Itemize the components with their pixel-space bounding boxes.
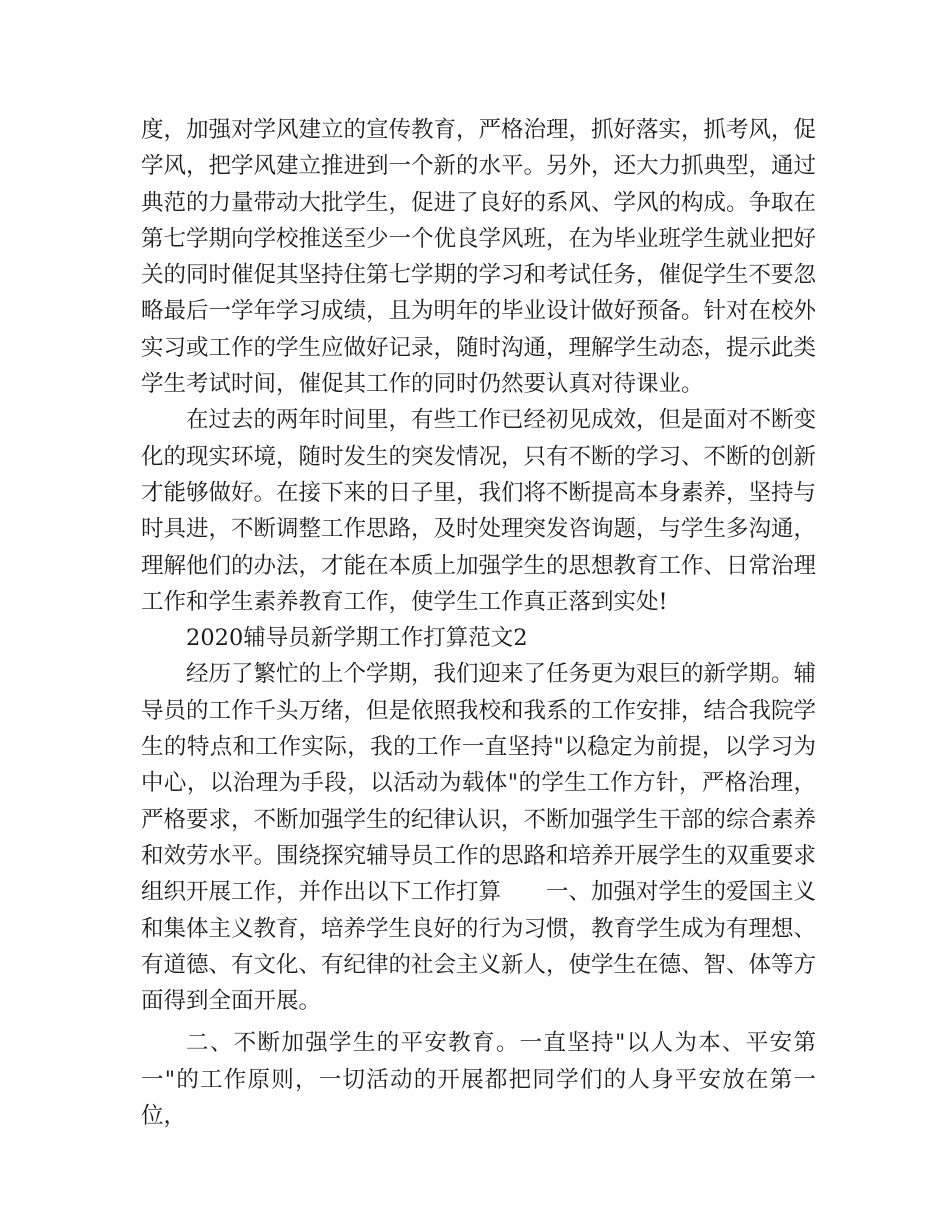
document-body xyxy=(141,112,816,1134)
paragraph-plan-intro: 经历了繁忙的上个学期，我们迎来了任务更为艰巨的新学期。辅导员的工作千头万绪，但是依照我校和我系的工作安排，结合我院学生的特点和工作实际，我的工作一直坚持"以稳定为前提，以学习为中心，以治理为手段，以活动为载体"的学生工作方针，严格治理，严格要求，不断加强学生的纪律认识，不断加强学生干部的综合素养和效劳水平。围绕探究辅导员工作的思路和培养开展学生的双重要求组织开展工作，并作出以下工作打算 一、加强对学生的爱国主义和集体主义教育，培养学生良好的行为习惯，教育学生成为有理想、有道德、有文化、有纪律的社会主义新人，使学生在德、智、体等方面得到全面开展。 xyxy=(141,661,817,1015)
paragraph-safety: 二、不断加强学生的平安教育。一直坚持"以人为本、平安第一"的工作原则，一切活动的开展都把同学们的人身平安放在第一位， xyxy=(141,1030,816,1130)
paragraph-review: 在过去的两年时间里，有些工作已经初见成效，但是面对不断变化的现实环境，随时发生的突发情况，只有不断的学习、不断的创新才能够做好。在接下来的日子里，我们将不断提高本身素养，坚持与时具进，不断调整工作思路，及时处理突发咨询题，与学生多沟通，理解他们的办法，才能在本质上加强学生的思想教育工作、日常治理工作和学生素养教育工作，使学生工作真正落到实处! xyxy=(141,407,817,615)
section-heading: 2020辅导员新学期工作打算范文2 xyxy=(186,625,528,652)
paragraph-continuation: 度，加强对学风建立的宣传教育，严格治理，抓好落实，抓考风，促学风，把学风建立推进到一个新的水平。另外，还大力抓典型，通过典范的力量带动大批学生，促进了良好的系风、学风的构成。争取在第七学期向学校推送至少一个优良学风班，在为毕业班学生就业把好关的同时催促其坚持住第七学期的学习和考试任务，催促学生不要忽略最后一学年学习成绩，且为明年的毕业设计做好预备。针对在校外实习或工作的学生应做好记录，随时沟通，理解学生动态，提示此类学生考试时间，催促其工作的同时仍然要认真对待课业。 xyxy=(141,117,817,398)
